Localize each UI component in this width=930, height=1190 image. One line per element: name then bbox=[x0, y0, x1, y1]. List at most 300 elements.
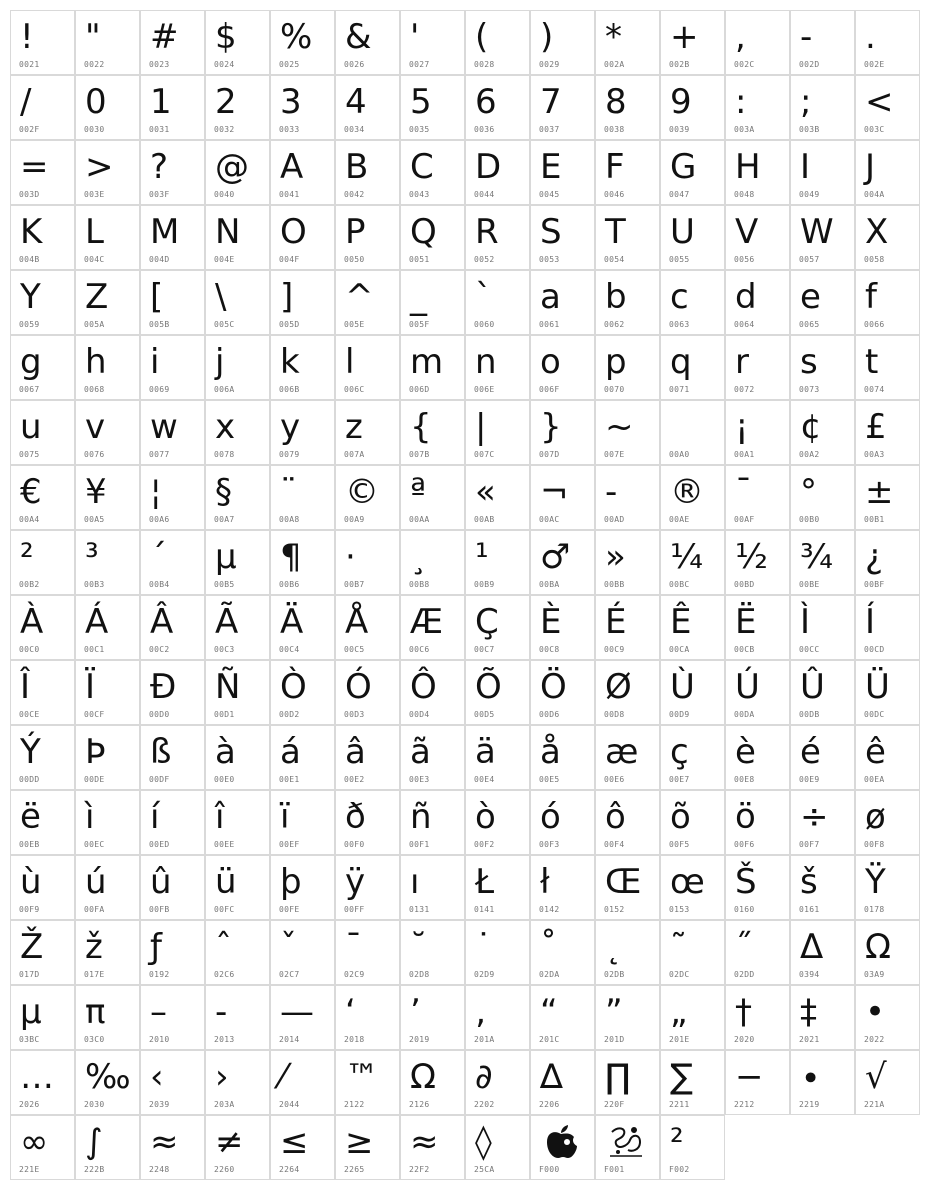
glyph-char: , bbox=[735, 17, 746, 57]
glyph-codepoint: 0062 bbox=[604, 320, 625, 329]
glyph-char: - bbox=[215, 992, 228, 1032]
glyph-cell bbox=[530, 205, 595, 270]
glyph-codepoint: 002B bbox=[669, 60, 690, 69]
glyph-cell bbox=[205, 530, 270, 595]
glyph-char: \ bbox=[215, 277, 227, 317]
glyph-cell bbox=[140, 790, 205, 855]
glyph-codepoint: 00A6 bbox=[149, 515, 170, 524]
glyph-codepoint: 00C4 bbox=[279, 645, 300, 654]
glyph-cell bbox=[140, 1115, 205, 1180]
glyph-cell bbox=[335, 530, 400, 595]
glyph-codepoint: 00EE bbox=[214, 840, 235, 849]
glyph-char: % bbox=[280, 17, 313, 57]
glyph-cell bbox=[595, 270, 660, 335]
glyph-codepoint: 005E bbox=[344, 320, 365, 329]
glyph-char: U bbox=[670, 212, 695, 252]
glyph-codepoint: 00AA bbox=[409, 515, 430, 524]
glyph-cell bbox=[270, 400, 335, 465]
glyph-cell bbox=[595, 660, 660, 725]
glyph-char: * bbox=[605, 17, 622, 57]
glyph-codepoint: 00B1 bbox=[864, 515, 885, 524]
glyph-cell bbox=[595, 400, 660, 465]
glyph-char: ‚ bbox=[475, 992, 486, 1032]
glyph-codepoint: 02C7 bbox=[279, 970, 300, 979]
glyph-codepoint: 006A bbox=[214, 385, 235, 394]
glyph-cell bbox=[205, 855, 270, 920]
glyph-cell bbox=[465, 400, 530, 465]
glyph-cell bbox=[10, 1115, 75, 1180]
glyph-codepoint: 00AB bbox=[474, 515, 495, 524]
glyph-cell bbox=[270, 335, 335, 400]
glyph-char: ² bbox=[670, 1122, 684, 1162]
glyph-cell bbox=[855, 75, 920, 140]
glyph-char: È bbox=[540, 602, 562, 642]
glyph-codepoint: 0058 bbox=[864, 255, 885, 264]
glyph-cell bbox=[270, 1115, 335, 1180]
glyph-char: Á bbox=[85, 602, 109, 642]
glyph-codepoint: 00E6 bbox=[604, 775, 625, 784]
glyph-codepoint: 00B2 bbox=[19, 580, 40, 589]
glyph-char: Ø bbox=[605, 667, 632, 707]
glyph-codepoint: 004F bbox=[279, 255, 300, 264]
glyph-codepoint: 00DC bbox=[864, 710, 885, 719]
glyph-char: 7 bbox=[540, 82, 562, 122]
glyph-codepoint: 02DB bbox=[604, 970, 625, 979]
glyph-char: Æ bbox=[410, 602, 444, 642]
glyph-codepoint: 03BC bbox=[19, 1035, 40, 1044]
glyph-char: a bbox=[540, 277, 561, 317]
glyph-cell bbox=[725, 1050, 790, 1115]
glyph-codepoint: 2018 bbox=[344, 1035, 365, 1044]
glyph-codepoint: 00BE bbox=[799, 580, 820, 589]
glyph-cell bbox=[465, 10, 530, 75]
glyph-codepoint: 00CE bbox=[19, 710, 40, 719]
glyph-cell bbox=[725, 985, 790, 1050]
glyph-codepoint: 0052 bbox=[474, 255, 495, 264]
glyph-char: E bbox=[540, 147, 562, 187]
glyph-cell bbox=[205, 790, 270, 855]
glyph-codepoint: 2014 bbox=[279, 1035, 300, 1044]
glyph-char: ¨ bbox=[280, 472, 297, 512]
glyph-cell bbox=[10, 1050, 75, 1115]
glyph-codepoint: 002E bbox=[864, 60, 885, 69]
glyph-char: ¼ bbox=[670, 537, 703, 577]
glyph-char: ó bbox=[540, 797, 561, 837]
glyph-cell bbox=[205, 140, 270, 205]
glyph-char: ≥ bbox=[345, 1122, 374, 1162]
glyph-codepoint: 0076 bbox=[84, 450, 105, 459]
glyph-cell bbox=[465, 920, 530, 985]
glyph-char: π bbox=[85, 992, 106, 1032]
glyph-codepoint: 00BD bbox=[734, 580, 755, 589]
glyph-cell bbox=[725, 335, 790, 400]
glyph-cell bbox=[660, 530, 725, 595]
glyph-char: p bbox=[605, 342, 627, 382]
glyph-char: ã bbox=[410, 732, 431, 772]
glyph-char: ! bbox=[20, 17, 34, 57]
glyph-codepoint: 00D1 bbox=[214, 710, 235, 719]
glyph-cell bbox=[660, 595, 725, 660]
glyph-cell bbox=[205, 75, 270, 140]
glyph-cell bbox=[660, 725, 725, 790]
glyph-cell bbox=[465, 75, 530, 140]
glyph-char: S bbox=[540, 212, 562, 252]
glyph-codepoint: 00F4 bbox=[604, 840, 625, 849]
glyph-char: Ã bbox=[215, 602, 239, 642]
glyph-cell bbox=[790, 790, 855, 855]
glyph-codepoint: 0069 bbox=[149, 385, 170, 394]
glyph-char: ³ bbox=[85, 537, 99, 577]
glyph-cell bbox=[140, 1050, 205, 1115]
glyph-codepoint: 00B4 bbox=[149, 580, 170, 589]
glyph-char: Ç bbox=[475, 602, 499, 642]
glyph-cell bbox=[75, 595, 140, 660]
glyph-char: ] bbox=[280, 277, 294, 317]
glyph-char: } bbox=[540, 407, 562, 447]
glyph-cell bbox=[660, 335, 725, 400]
glyph-cell bbox=[140, 140, 205, 205]
glyph-cell bbox=[10, 530, 75, 595]
glyph-cell bbox=[400, 335, 465, 400]
glyph-codepoint: 00BF bbox=[864, 580, 885, 589]
glyph-char: ” bbox=[605, 992, 623, 1032]
glyph-cell bbox=[855, 920, 920, 985]
glyph-cell bbox=[790, 660, 855, 725]
glyph-char: Î bbox=[20, 667, 31, 707]
glyph-cell bbox=[400, 75, 465, 140]
glyph-codepoint: 00B3 bbox=[84, 580, 105, 589]
glyph-char: k bbox=[280, 342, 300, 382]
glyph-cell bbox=[595, 790, 660, 855]
glyph-codepoint: 00A5 bbox=[84, 515, 105, 524]
glyph-codepoint: 0043 bbox=[409, 190, 430, 199]
glyph-cell bbox=[140, 465, 205, 530]
glyph-char: √ bbox=[865, 1057, 887, 1097]
glyph-codepoint: 0053 bbox=[539, 255, 560, 264]
glyph-cell bbox=[75, 10, 140, 75]
glyph-cell bbox=[855, 205, 920, 270]
glyph-cell bbox=[725, 595, 790, 660]
glyph-char: ∆ bbox=[540, 1057, 563, 1097]
glyph-cell bbox=[10, 595, 75, 660]
glyph-cell bbox=[75, 855, 140, 920]
glyph-cell bbox=[855, 10, 920, 75]
glyph-cell bbox=[335, 270, 400, 335]
glyph-char: " bbox=[85, 17, 101, 57]
glyph-cell bbox=[465, 725, 530, 790]
glyph-char: ö bbox=[735, 797, 756, 837]
glyph-char: ¿ bbox=[865, 537, 884, 577]
glyph-cell bbox=[530, 465, 595, 530]
glyph-char: Ł bbox=[475, 862, 495, 902]
glyph-cell bbox=[465, 1050, 530, 1115]
glyph-codepoint: 0057 bbox=[799, 255, 820, 264]
glyph-codepoint: 0042 bbox=[344, 190, 365, 199]
glyph-codepoint: 006F bbox=[539, 385, 560, 394]
glyph-codepoint: 0070 bbox=[604, 385, 625, 394]
glyph-codepoint: 007D bbox=[539, 450, 560, 459]
glyph-char: Y bbox=[20, 277, 41, 317]
glyph-cell bbox=[530, 335, 595, 400]
glyph-char: P bbox=[345, 212, 366, 252]
glyph-codepoint: 003E bbox=[84, 190, 105, 199]
glyph-cell bbox=[10, 725, 75, 790]
glyph-char: · bbox=[345, 537, 356, 577]
glyph-char: Û bbox=[800, 667, 825, 707]
glyph-codepoint: 006C bbox=[344, 385, 365, 394]
glyph-codepoint: 2264 bbox=[279, 1165, 300, 1174]
glyph-char: K bbox=[20, 212, 43, 252]
glyph-char: h bbox=[85, 342, 107, 382]
glyph-codepoint: 0050 bbox=[344, 255, 365, 264]
glyph-codepoint: 00B0 bbox=[799, 515, 820, 524]
glyph-codepoint: 00E0 bbox=[214, 775, 235, 784]
glyph-cell bbox=[530, 1050, 595, 1115]
glyph-cell bbox=[10, 335, 75, 400]
glyph-codepoint: 2013 bbox=[214, 1035, 235, 1044]
glyph-cell bbox=[205, 465, 270, 530]
glyph-char: Ä bbox=[280, 602, 304, 642]
glyph-codepoint: 00D3 bbox=[344, 710, 365, 719]
glyph-cell bbox=[335, 920, 400, 985]
glyph-cell bbox=[270, 530, 335, 595]
glyph-char: ∞ bbox=[20, 1122, 49, 1162]
glyph-char: i bbox=[150, 342, 160, 382]
glyph-cell bbox=[855, 270, 920, 335]
glyph-codepoint: 00D8 bbox=[604, 710, 625, 719]
glyph-char: ≤ bbox=[280, 1122, 309, 1162]
glyph-cell bbox=[335, 10, 400, 75]
glyph-cell bbox=[660, 1115, 725, 1180]
glyph-codepoint: 00C5 bbox=[344, 645, 365, 654]
glyph-codepoint: 00CA bbox=[669, 645, 690, 654]
glyph-char: ∏ bbox=[605, 1057, 631, 1097]
glyph-cell bbox=[855, 855, 920, 920]
glyph-codepoint: 00AD bbox=[604, 515, 625, 524]
glyph-char: í bbox=[150, 797, 160, 837]
glyph-cell bbox=[530, 790, 595, 855]
glyph-char: A bbox=[280, 147, 304, 187]
glyph-cell bbox=[335, 790, 400, 855]
glyph-char: & bbox=[345, 17, 372, 57]
glyph-cell bbox=[270, 790, 335, 855]
glyph-codepoint: 00E7 bbox=[669, 775, 690, 784]
glyph-char: § bbox=[215, 472, 232, 512]
glyph-char: ™ bbox=[345, 1057, 379, 1097]
glyph-char: ù bbox=[20, 862, 42, 902]
glyph-codepoint: 0054 bbox=[604, 255, 625, 264]
glyph-codepoint: 0067 bbox=[19, 385, 40, 394]
glyph-codepoint: 0022 bbox=[84, 60, 105, 69]
glyph-cell bbox=[335, 335, 400, 400]
glyph-codepoint: 0029 bbox=[539, 60, 560, 69]
glyph-char: 0 bbox=[85, 82, 107, 122]
glyph-codepoint: 0063 bbox=[669, 320, 690, 329]
glyph-codepoint: 0021 bbox=[19, 60, 40, 69]
glyph-codepoint: 0061 bbox=[539, 320, 560, 329]
glyph-cell bbox=[270, 270, 335, 335]
glyph-codepoint: 0073 bbox=[799, 385, 820, 394]
glyph-codepoint: 0060 bbox=[474, 320, 495, 329]
glyph-codepoint: 00DB bbox=[799, 710, 820, 719]
glyph-codepoint: 017D bbox=[19, 970, 40, 979]
glyph-codepoint: 0192 bbox=[149, 970, 170, 979]
glyph-cell bbox=[660, 400, 725, 465]
glyph-codepoint: 201A bbox=[474, 1035, 495, 1044]
glyph-cell bbox=[595, 985, 660, 1050]
glyph-cell bbox=[465, 205, 530, 270]
glyph-cell bbox=[790, 1050, 855, 1115]
glyph-codepoint: 00FC bbox=[214, 905, 235, 914]
glyph-char: @ bbox=[215, 147, 249, 187]
glyph-codepoint: 2248 bbox=[149, 1165, 170, 1174]
glyph-char: Å bbox=[345, 602, 369, 642]
glyph-codepoint: 002A bbox=[604, 60, 625, 69]
glyph-char: å bbox=[540, 732, 561, 772]
glyph-cell bbox=[530, 985, 595, 1050]
glyph-codepoint: 0027 bbox=[409, 60, 430, 69]
glyph-char: è bbox=[735, 732, 756, 772]
glyph-char: É bbox=[605, 602, 627, 642]
glyph-codepoint: 03C0 bbox=[84, 1035, 105, 1044]
glyph-char: é bbox=[800, 732, 821, 772]
glyph-char: Ò bbox=[280, 667, 307, 707]
glyph-char: ø bbox=[865, 797, 886, 837]
glyph-cell bbox=[205, 270, 270, 335]
glyph-char: ♂ bbox=[540, 537, 571, 577]
glyph-char: = bbox=[20, 147, 49, 187]
glyph-codepoint: F000 bbox=[539, 1165, 560, 1174]
glyph-codepoint: 0040 bbox=[214, 190, 235, 199]
glyph-codepoint: 00D4 bbox=[409, 710, 430, 719]
glyph-codepoint: 00A3 bbox=[864, 450, 885, 459]
glyph-codepoint: 00A1 bbox=[734, 450, 755, 459]
glyph-cell bbox=[855, 725, 920, 790]
glyph-cell bbox=[140, 855, 205, 920]
glyph-cell bbox=[790, 465, 855, 530]
glyph-codepoint: 005F bbox=[409, 320, 430, 329]
glyph-codepoint: 00F5 bbox=[669, 840, 690, 849]
glyph-char: ¸ bbox=[410, 537, 427, 577]
glyph-cell bbox=[140, 530, 205, 595]
glyph-char: æ bbox=[605, 732, 639, 772]
glyph-cell bbox=[595, 1050, 660, 1115]
glyph-cell bbox=[725, 920, 790, 985]
glyph-char: r bbox=[735, 342, 749, 382]
glyph-cell bbox=[465, 270, 530, 335]
glyph-cell bbox=[400, 1050, 465, 1115]
glyph-codepoint: 00C8 bbox=[539, 645, 560, 654]
glyph-char: Š bbox=[735, 862, 757, 902]
glyph-cell bbox=[790, 10, 855, 75]
glyph-codepoint: 00BA bbox=[539, 580, 560, 589]
glyph-char: ò bbox=[475, 797, 496, 837]
glyph-codepoint: 003D bbox=[19, 190, 40, 199]
glyph-codepoint: 00B8 bbox=[409, 580, 430, 589]
glyph-cell bbox=[335, 1115, 400, 1180]
glyph-cell bbox=[140, 595, 205, 660]
glyph-cell bbox=[270, 140, 335, 205]
glyph-char: ≈ bbox=[150, 1122, 179, 1162]
glyph-cell bbox=[75, 725, 140, 790]
glyph-cell bbox=[855, 595, 920, 660]
glyph-char: Õ bbox=[475, 667, 502, 707]
glyph-cell bbox=[855, 335, 920, 400]
glyph-char: á bbox=[280, 732, 301, 772]
glyph-char: ) bbox=[540, 17, 554, 57]
glyph-cell bbox=[660, 790, 725, 855]
glyph-codepoint: 00EB bbox=[19, 840, 40, 849]
glyph-codepoint: 2044 bbox=[279, 1100, 300, 1109]
glyph-cell bbox=[10, 660, 75, 725]
glyph-codepoint: 201D bbox=[604, 1035, 625, 1044]
glyph-codepoint: 003A bbox=[734, 125, 755, 134]
glyph-char: Ö bbox=[540, 667, 567, 707]
glyph-char: þ bbox=[280, 862, 302, 902]
glyph-char: X bbox=[865, 212, 889, 252]
glyph-codepoint: 2260 bbox=[214, 1165, 235, 1174]
glyph-char: Δ bbox=[800, 927, 824, 967]
glyph-char: _ bbox=[410, 277, 427, 317]
glyph-char: - bbox=[800, 17, 813, 57]
glyph-char: Ê bbox=[670, 602, 692, 642]
glyph-char: w bbox=[150, 407, 178, 447]
glyph-codepoint: 0048 bbox=[734, 190, 755, 199]
glyph-cell bbox=[140, 335, 205, 400]
glyph-char: ð bbox=[345, 797, 366, 837]
glyph-codepoint: 00BB bbox=[604, 580, 625, 589]
glyph-cell bbox=[205, 920, 270, 985]
glyph-char: { bbox=[410, 407, 432, 447]
glyph-cell bbox=[400, 790, 465, 855]
glyph-char: ¦ bbox=[150, 472, 162, 512]
glyph-cell bbox=[790, 530, 855, 595]
glyph-codepoint: 0075 bbox=[19, 450, 40, 459]
glyph-char: + bbox=[670, 17, 699, 57]
glyph-cell bbox=[270, 205, 335, 270]
glyph-char: Í bbox=[865, 602, 876, 642]
glyph-codepoint: 00BC bbox=[669, 580, 690, 589]
glyph-char: ~ bbox=[605, 407, 634, 447]
glyph-char: R bbox=[475, 212, 499, 252]
glyph-codepoint: 2202 bbox=[474, 1100, 495, 1109]
glyph-cell bbox=[140, 725, 205, 790]
glyph-char: d bbox=[735, 277, 757, 317]
glyph-codepoint: 00CD bbox=[864, 645, 885, 654]
glyph-codepoint: 0035 bbox=[409, 125, 430, 134]
glyph-cell bbox=[465, 1115, 530, 1180]
glyph-char: à bbox=[215, 732, 236, 772]
glyph-cell bbox=[140, 400, 205, 465]
glyph-codepoint: 0079 bbox=[279, 450, 300, 459]
glyph-codepoint: 00F7 bbox=[799, 840, 820, 849]
glyph-codepoint: 00EC bbox=[84, 840, 105, 849]
glyph-codepoint: 00B5 bbox=[214, 580, 235, 589]
glyph-cell bbox=[75, 985, 140, 1050]
glyph-codepoint: 00B7 bbox=[344, 580, 365, 589]
glyph-char: . bbox=[865, 17, 876, 57]
glyph-cell bbox=[595, 725, 660, 790]
glyph-cell bbox=[335, 855, 400, 920]
glyph-cell bbox=[10, 920, 75, 985]
glyph-char: ( bbox=[475, 17, 489, 57]
glyph-cell bbox=[465, 335, 530, 400]
glyph-cell bbox=[75, 335, 140, 400]
glyph-codepoint: 004B bbox=[19, 255, 40, 264]
glyph-cell bbox=[530, 270, 595, 335]
glyph-char: j bbox=[215, 342, 225, 382]
glyph-char: ¯ bbox=[735, 472, 752, 512]
